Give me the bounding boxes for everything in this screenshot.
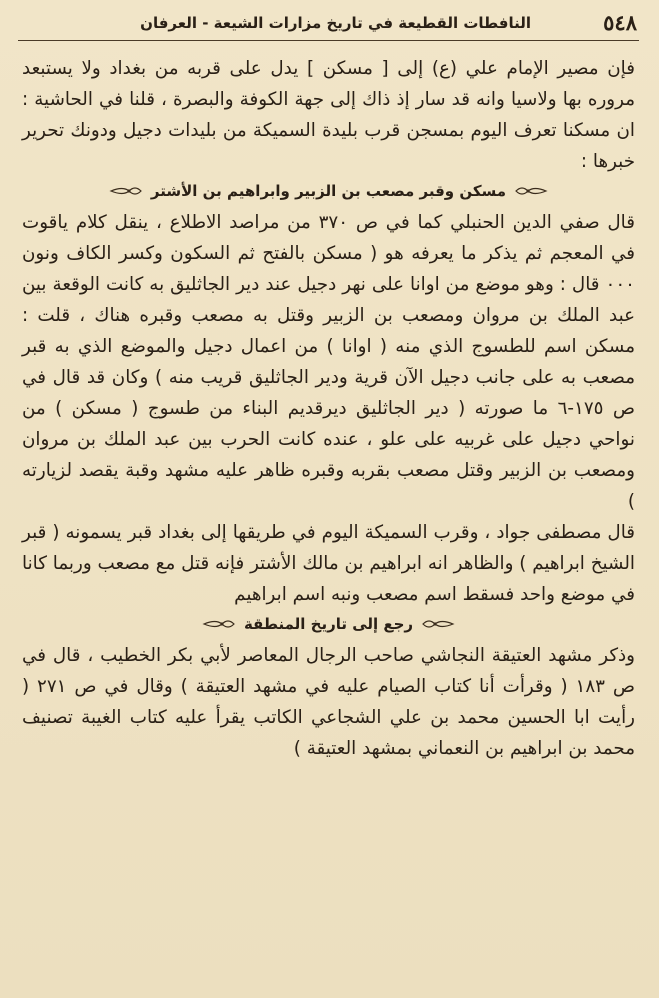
- floral-ornament-icon: [202, 617, 236, 631]
- text-body: [18, 41, 639, 764]
- floral-ornament-icon: [109, 184, 143, 198]
- paragraph: قال صفي الدين الحنبلي كما في ص ٣٧٠ من مراصد الاطلاع ، ينقل كلام ياقوت في المعجم ثم يذكر ما يعرفه هو ( مسكن بالفتح ثم السكون وكسر الكاف ونون ٠٠٠ قال : وهو موضع من اوانا على نهر دجيل عند دير الجاثليق به كانت الوقعة بين عبد الملك بن مروان ومصعب بن الزبير وقتل به مصعب وقبره هناك ، قلت : مسكن اسم للطسوج الذي منه ( اوانا ) من اعمال دجيل والموضع الذي به قبر مصعب به على جانب دجيل الآن قرية ودير الجاثليق قريب منه ) وكان قد قال في ص ١٧٥-٦ ما صورته ( دير الجاثليق ديرقديم البناء من طسوج ( مسكن ) من نواحي دجيل على غربيه على علو ، عنده كانت الحرب بين عبد الملك بن مروان ومصعب بن الزبير وقتل مصعب بقربه وقبره ظاهر عليه مشهد وقبة يقصد لزيارته ): [22, 212, 635, 512]
- paragraph: قال مصطفى جواد ، وقرب السميكة اليوم في طريقها إلى بغداد قبر يسمونه ( قبر الشيخ ابراهيم ) والظاهر انه ابراهيم بن مالك الأشتر فإنه قتل مع مصعب وربما كانا في موضع واحد فسقط اسم مصعب ونبه اسم ابراهيم: [22, 522, 635, 605]
- paragraph: فإن مصير الإمام علي (ع) إلى [ مسكن ] يدل على قربه من بغداد ولا يستبعد مروره بها ولاسيا وانه قد سار إذ ذاك إلى جهة الكوفة والبصرة ، قلنا في الحاشية : ان مسكنا تعرف اليوم بمسجن قرب بليدة السميكة من بليدات دجيل ودونك تحرير خبرها :: [22, 58, 635, 172]
- subheading: [22, 177, 635, 205]
- subheading-text: رجع إلى تاريخ المنطقة: [243, 614, 414, 633]
- paragraph: وذكر مشهد العتيقة النجاشي صاحب الرجال المعاصر لأبي بكر الخطيب ، قال في ص ١٨٣ ( وقرأت أنا كتاب الصيام عليه في مشهد العتيقة ) وقال في ص ٢٧١ ( رأيت ابا الحسين محمد بن علي الشجاعي الكاتب يقرأ عليه كتاب الغيبة تصنيف محمد بن ابراهيم بن النعماني بمشهد العتيقة ): [22, 645, 635, 759]
- subheading: [22, 610, 635, 638]
- page-header: [18, 8, 639, 41]
- page-number: ٥٤٨: [603, 10, 637, 35]
- floral-ornament-icon: [514, 184, 548, 198]
- floral-ornament-icon: [421, 617, 455, 631]
- subheading-text: مسكن وقبر مصعب بن الزبير وابراهيم بن الأشتر: [150, 181, 507, 200]
- running-title: النافطات القطيعة في تاريخ مزارات الشيعة - العرفان: [140, 14, 531, 32]
